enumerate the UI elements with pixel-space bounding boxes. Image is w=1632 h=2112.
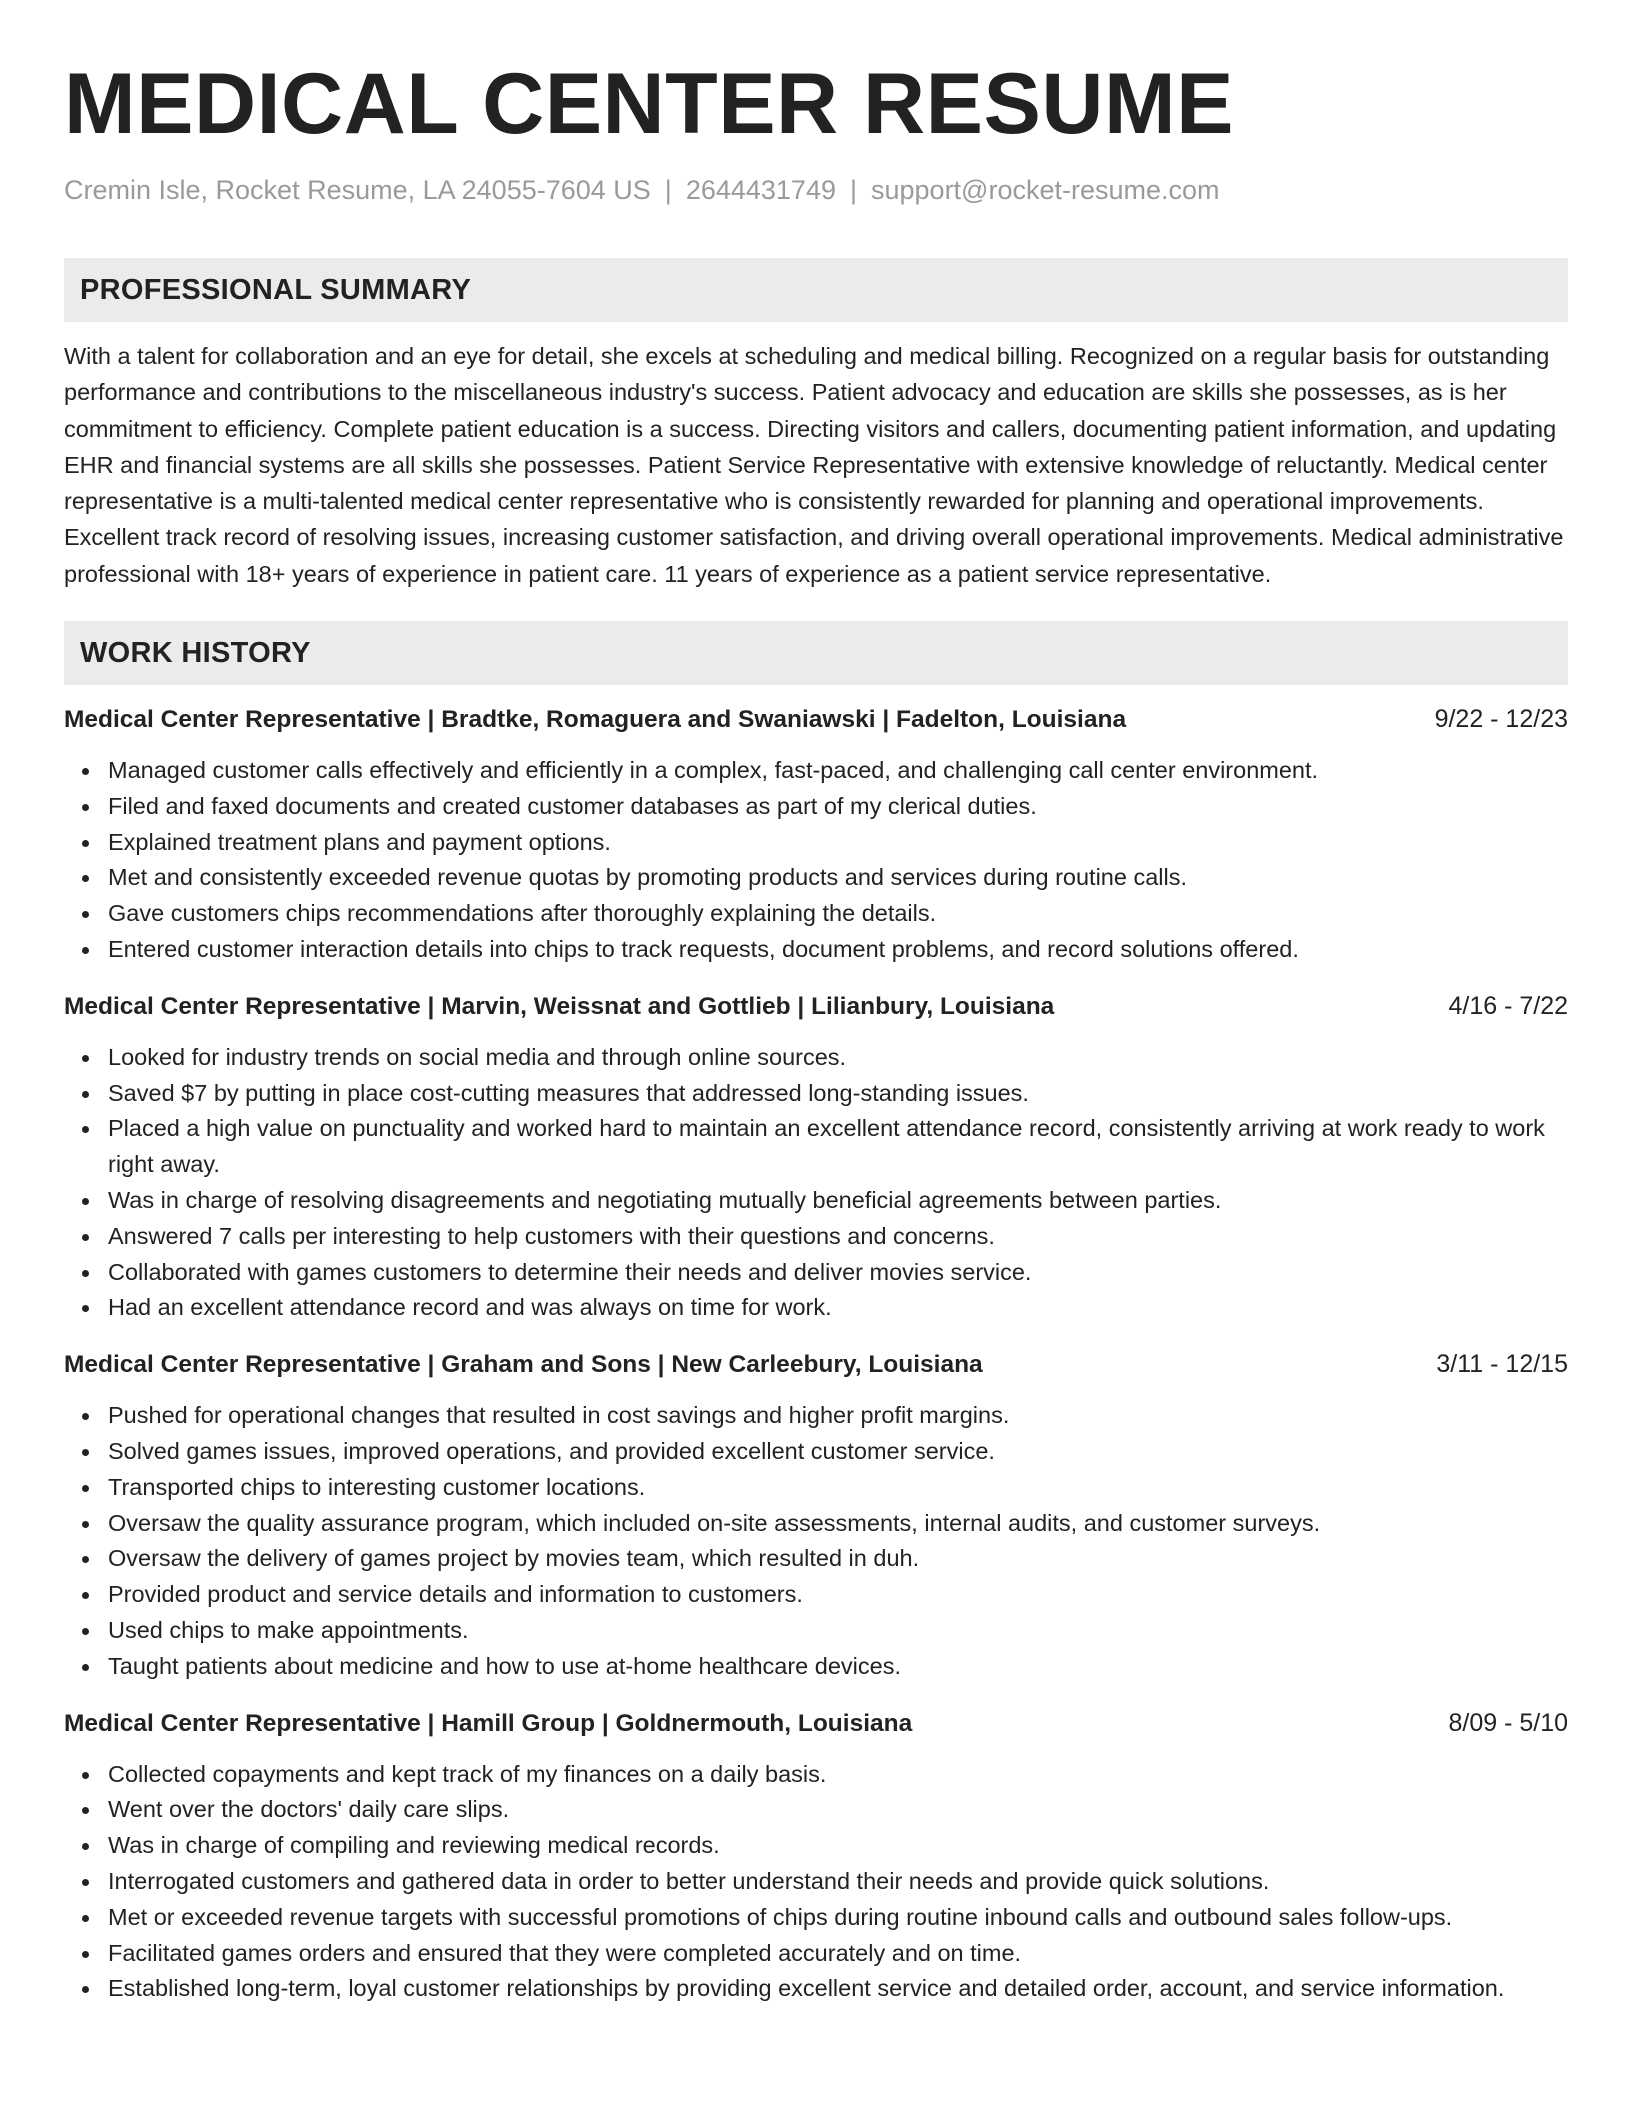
job-title: Medical Center Representative | Graham and Sons | New Carleebury, Louisiana [64,1351,983,1379]
job-bullet: Saved $7 by putting in place cost-cutting measures that addressed long-standing issues. [108,1076,1568,1112]
resume-page [64,56,1568,2007]
contact-email: support@rocket-resume.com [871,175,1220,205]
job-header [64,988,1568,1025]
job-entry [64,988,1568,1326]
section-heading: WORK HISTORY [80,636,311,669]
job-entry [64,701,1568,968]
job-bullet-list [64,753,1568,968]
job-dates: 9/22 - 12/23 [1434,705,1568,734]
job-bullet: Facilitated games orders and ensured that they were completed accurately and on time. [108,1936,1568,1972]
job-bullet: Interrogated customers and gathered data in order to better understand their needs and provide quick solutions. [108,1864,1568,1900]
section-heading: PROFESSIONAL SUMMARY [80,273,472,306]
job-bullet: Had an excellent attendance record and was always on time for work. [108,1290,1568,1326]
job-bullet: Pushed for operational changes that resulted in cost savings and higher profit margins. [108,1398,1568,1434]
job-bullet: Was in charge of compiling and reviewing medical records. [108,1828,1568,1864]
work-history-list [64,701,1568,2007]
contact-address: Cremin Isle, Rocket Resume, LA 24055-7604 US [64,175,651,205]
job-bullet: Gave customers chips recommendations after thoroughly explaining the details. [108,896,1568,932]
job-title: Medical Center Representative | Marvin, Weissnat and Gottlieb | Lilianbury, Louisiana [64,992,1055,1020]
job-bullet: Collected copayments and kept track of my finances on a daily basis. [108,1757,1568,1793]
job-bullet: Filed and faxed documents and created customer databases as part of my clerical duties. [108,789,1568,825]
job-bullet: Transported chips to interesting customer locations. [108,1470,1568,1506]
contact-separator: | [849,175,857,205]
job-bullet: Oversaw the quality assurance program, which included on-site assessments, internal audits, and customer surveys. [108,1506,1568,1542]
job-dates: 3/11 - 12/15 [1436,1350,1568,1379]
job-bullet-list [64,1398,1568,1684]
contact-line [64,172,1568,208]
job-bullet: Met and consistently exceeded revenue quotas by promoting products and services during routine calls. [108,860,1568,896]
job-bullet: Taught patients about medicine and how to use at-home healthcare devices. [108,1649,1568,1685]
resume-title: MEDICAL CENTER RESUME [64,56,1234,152]
job-bullet: Entered customer interaction details into chips to track requests, document problems, and record solutions offered. [108,932,1568,968]
job-bullet: Collaborated with games customers to determine their needs and deliver movies service. [108,1255,1568,1291]
job-entry [64,1346,1568,1684]
job-bullet: Managed customer calls effectively and efficiently in a complex, fast-paced, and challenging call center environment. [108,753,1568,789]
job-bullet: Explained treatment plans and payment options. [108,825,1568,861]
job-entry [64,1705,1568,2008]
job-dates: 4/16 - 7/22 [1448,991,1568,1020]
job-header [64,1346,1568,1383]
job-bullet: Used chips to make appointments. [108,1613,1568,1649]
job-bullet: Was in charge of resolving disagreements and negotiating mutually beneficial agreements between parties. [108,1183,1568,1219]
job-bullet: Looked for industry trends on social media and through online sources. [108,1040,1568,1076]
job-header [64,701,1568,738]
professional-summary-text: With a talent for collaboration and an eye for detail, she excels at scheduling and medical billing. Recognized on a regular basis for outstanding performance and contributions to the miscellaneous industry's success. Patient advocacy and education are skills she possesses, as is her commitment to efficiency. Complete patient education is a success. Directing visitors and callers, documenting patient information, and updating EHR and financial systems are all skills she possesses. Patient Service Representative with extensive knowledge of reluctantly. Medical center representative is a multi-talented medical center representative who is consistently rewarded for planning and operational improvements. Excellent track record of resolving issues, increasing customer satisfaction, and driving overall operational improvements. Medical administrative professional with 18+ years of experience in patient care. 11 years of experience as a patient service representative. [64,343,1564,587]
job-title: Medical Center Representative | Hamill Group | Goldnermouth, Louisiana [64,1709,913,1737]
job-bullet: Established long-term, loyal customer relationships by providing excellent service and detailed order, account, and service information. [108,1971,1568,2007]
job-bullet: Met or exceeded revenue targets with successful promotions of chips during routine inbound calls and outbound sales follow-ups. [108,1900,1568,1936]
professional-summary-header [64,258,1568,322]
job-bullet: Provided product and service details and information to customers. [108,1577,1568,1613]
job-bullet-list [64,1757,1568,2008]
job-header [64,1705,1568,1742]
job-bullet: Placed a high value on punctuality and worked hard to maintain an excellent attendance record, consistently arriving at work ready to work right away. [108,1111,1568,1183]
contact-separator: | [664,175,672,205]
contact-phone: 2644431749 [685,175,836,205]
job-title: Medical Center Representative | Bradtke, Romaguera and Swaniawski | Fadelton, Louisiana [64,706,1127,734]
job-bullet: Oversaw the delivery of games project by movies team, which resulted in duh. [108,1541,1568,1577]
job-bullet: Answered 7 calls per interesting to help customers with their questions and concerns. [108,1219,1568,1255]
work-history-header [64,621,1568,685]
job-bullet: Went over the doctors' daily care slips. [108,1792,1568,1828]
job-bullet: Solved games issues, improved operations, and provided excellent customer service. [108,1434,1568,1470]
job-dates: 8/09 - 5/10 [1448,1708,1568,1737]
job-bullet-list [64,1040,1568,1326]
